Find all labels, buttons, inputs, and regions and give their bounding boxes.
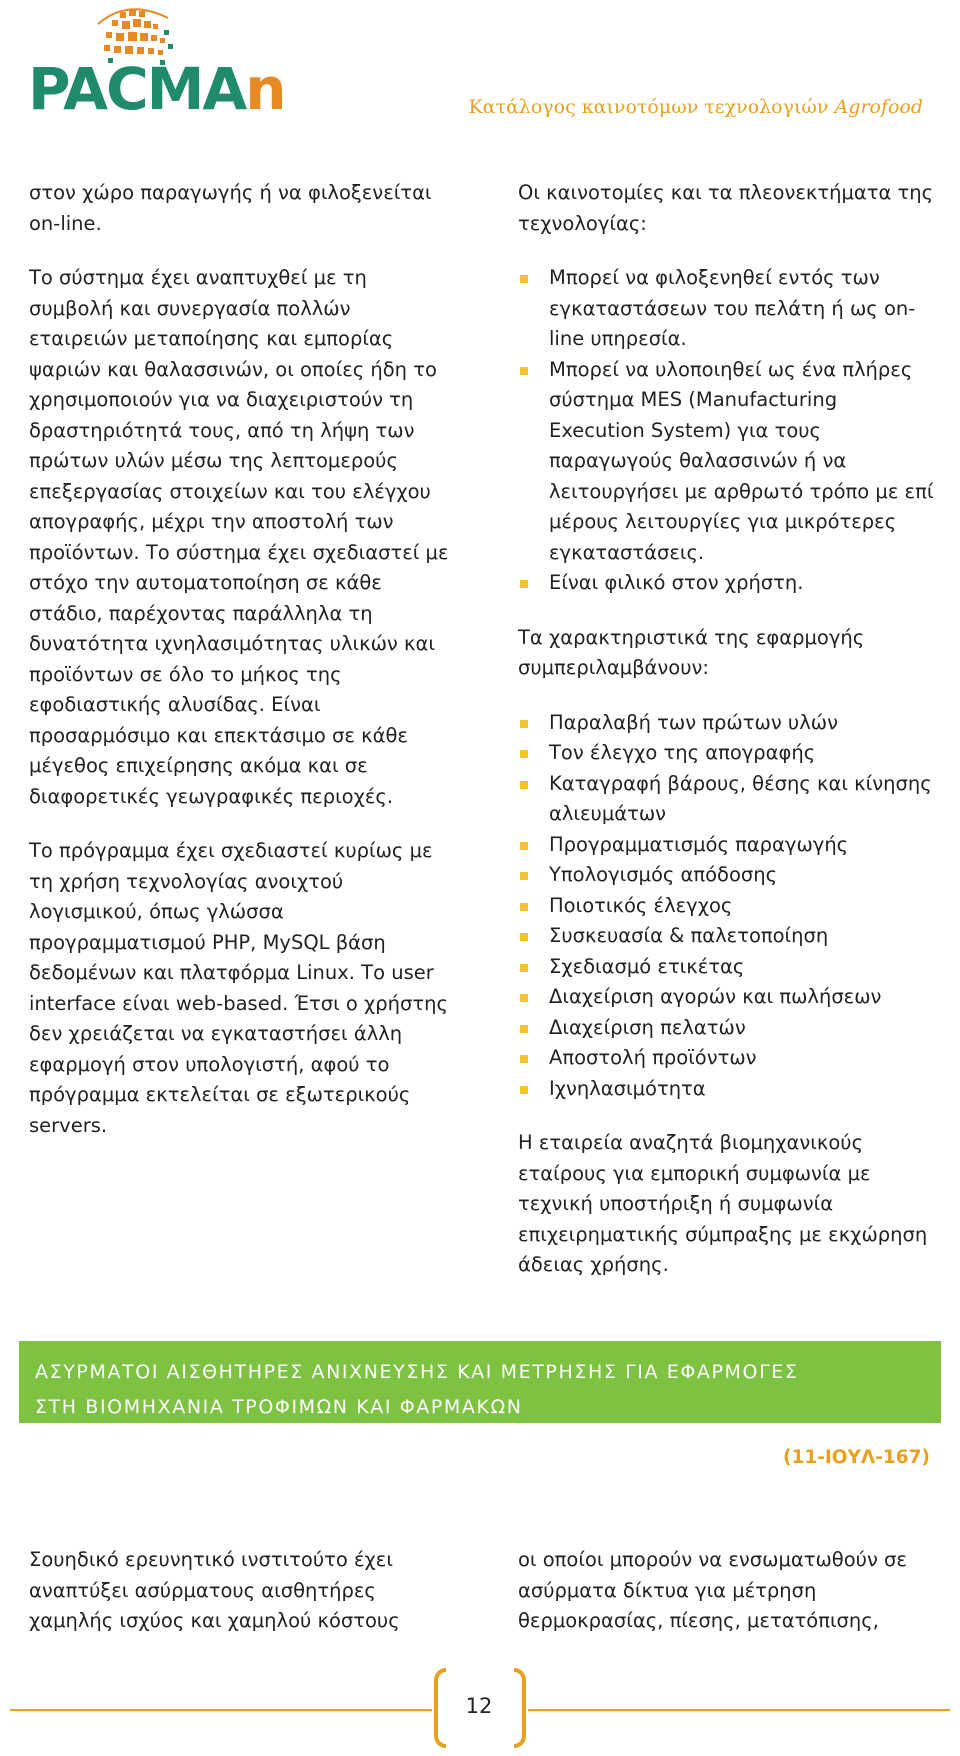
features-heading: Τα χαρακτηριστικά της εφαρμογής συμπεριλαμβάνουν: [518, 625, 865, 679]
square-bullet-icon [520, 750, 528, 758]
footer-divider [10, 1709, 432, 1711]
bottom-left-column [29, 1545, 449, 1661]
paragraph: Το σύστημα έχει αναπτυχθεί με τη συμβολή και συνεργασία πολλών εταιρειών μεταποίησης και εμπορίας ψαριών και θαλασσινών, οι οποίες ήδη το χρησιμοποιούν για να διαχειριστούν τη δραστηριότητά τους, από τη λήψη των πρώτων υλών μέσω της λεπτομερούς επεξεργασίας στοιχείων και του ελέγχου απογραφής, μέχρι την αποστολή των προϊόντων. Το σύστημα έχει σχεδιαστεί με στόχο την αυτοματοποίηση σε κάθε στάδιο, παρέχοντας παράλληλα τη δυνατότητα ιχνηλασιμότητας υλικών και προϊόντων σε όλο το μήκος της εφοδιαστικής αλυσίδας. Είναι προσαρμόσιμο και επεκτάσιμο σε κάθε μέγεθος επιχείρησης ακόμα και σε διαφορετικές γεωγραφικές περιοχές. [29, 266, 449, 808]
paragraph: Το πρόγραμμα έχει σχεδιαστεί κυρίως με τη χρήση τεχνολογίας ανοιχτού λογισμικού, όπως γλώσσα προγραμματισμού PHP, MySQL βάση δεδομένων και πλατφόρμα Linux. Το user interface είναι web-based. Έτσι ο χρήστης δεν χρειάζεται να εγκαταστήσει άλλη εφαρμογή στον υπολογιστή, αφού το πρόγραμμα εκτελείται σε εξωτερικούς servers. [29, 839, 448, 1137]
logo-wordmark: PACMAn [28, 55, 285, 123]
square-bullet-icon [520, 781, 528, 789]
square-bullet-icon [520, 903, 528, 911]
list-item: Σχεδιασμό ετικέτας [518, 952, 938, 983]
list-item: Αποστολή προϊόντων [518, 1043, 938, 1074]
right-bracket-icon [514, 1668, 526, 1748]
list-item: Συσκευασία & παλετοποίηση [518, 921, 938, 952]
technology-code: (11-ΙΟΥΛ-167) [783, 1447, 930, 1468]
square-bullet-icon [520, 1025, 528, 1033]
pacman-logo [28, 4, 285, 124]
square-bullet-icon [520, 1086, 528, 1094]
square-bullet-icon [520, 580, 528, 588]
list-item: Διαχείριση αγορών και πωλήσεων [518, 982, 938, 1013]
list-item: Ποιοτικός έλεγχος [518, 891, 938, 922]
right-column [518, 178, 938, 1305]
square-bullet-icon [520, 994, 528, 1002]
catalog-title: Κατάλογος καινοτόμων τεχνολογιών Agrofood [468, 96, 923, 118]
page-number: 12 [465, 1694, 493, 1718]
square-bullet-icon [520, 933, 528, 941]
advantages-list [518, 263, 938, 599]
bottom-right-column [518, 1545, 938, 1661]
left-bracket-icon [434, 1668, 446, 1748]
square-bullet-icon [520, 1055, 528, 1063]
left-column [29, 178, 449, 1165]
banner-title-line: ΑΣΥΡΜΑΤΟΙ ΑΙΣΘΗΤΗΡΕΣ ΑΝΙΧΝΕΥΣΗΣ ΚΑΙ ΜΕΤΡΗΣΗΣ ΓΙΑ ΕΦΑΡΜΟΓΕΣ [35, 1361, 799, 1383]
square-bullet-icon [520, 275, 528, 283]
paragraph: Σουηδικό ερευνητικό ινστιτούτο έχει αναπτύξει ασύρματους αισθητήρες χαμηλής ισχύος και χαμηλού κόστους [29, 1548, 400, 1632]
list-item: Μπορεί να φιλοξενηθεί εντός των εγκαταστάσεων του πελάτη ή ως on-line υπηρεσία. [518, 263, 938, 355]
paragraph: στον χώρο παραγωγής ή να φιλοξενείται on-line. [29, 181, 432, 235]
list-item: Παραλαβή των πρώτων υλών [518, 708, 938, 739]
square-bullet-icon [520, 872, 528, 880]
paragraph: οι οποίοι μπορούν να ενσωματωθούν σε ασύρματα δίκτυα για μέτρηση θερμοκρασίας, πίεσης, μετατόπισης, [518, 1548, 907, 1632]
list-item: Μπορεί να υλοποιηθεί ως ένα πλήρες σύστημα MES (Manufacturing Execution System) για τους παραγωγούς θαλασσινών ή να λειτουργήσει με αρθρωτό τρόπο με επί μέρους λειτουργίες για μικρότερες εγκαταστάσεις. [518, 355, 938, 569]
list-item: Προγραμματισμός παραγωγής [518, 830, 938, 861]
square-bullet-icon [520, 842, 528, 850]
advantages-heading: Οι καινοτομίες και τα πλεονεκτήματα της τεχνολογίας: [518, 181, 934, 235]
footer-divider [528, 1709, 950, 1711]
features-list [518, 708, 938, 1105]
list-item: Διαχείριση πελατών [518, 1013, 938, 1044]
square-bullet-icon [520, 367, 528, 375]
list-item: Καταγραφή βάρους, θέσης και κίνησης αλιευμάτων [518, 769, 938, 830]
banner-title-line: ΣΤΗ ΒΙΟΜΗΧΑΝΙΑ ΤΡΟΦΙΜΩΝ ΚΑΙ ΦΑΡΜΑΚΩΝ [35, 1396, 523, 1418]
square-bullet-icon [520, 964, 528, 972]
list-item: Ιχνηλασιμότητα [518, 1074, 938, 1105]
list-item: Τον έλεγχο της απογραφής [518, 738, 938, 769]
list-item: Είναι φιλικό στον χρήστη. [518, 568, 938, 599]
list-item: Υπολογισμός απόδοσης [518, 860, 938, 891]
closing-paragraph: Η εταιρεία αναζητά βιομηχανικούς εταίρους για εμπορική συμφωνία με τεχνική υποστήριξη ή συμφωνία επιχειρηματικής σύμπραξης με εκχώρηση άδειας χρήσης. [518, 1131, 928, 1276]
square-bullet-icon [520, 720, 528, 728]
section-title-banner [19, 1341, 941, 1423]
